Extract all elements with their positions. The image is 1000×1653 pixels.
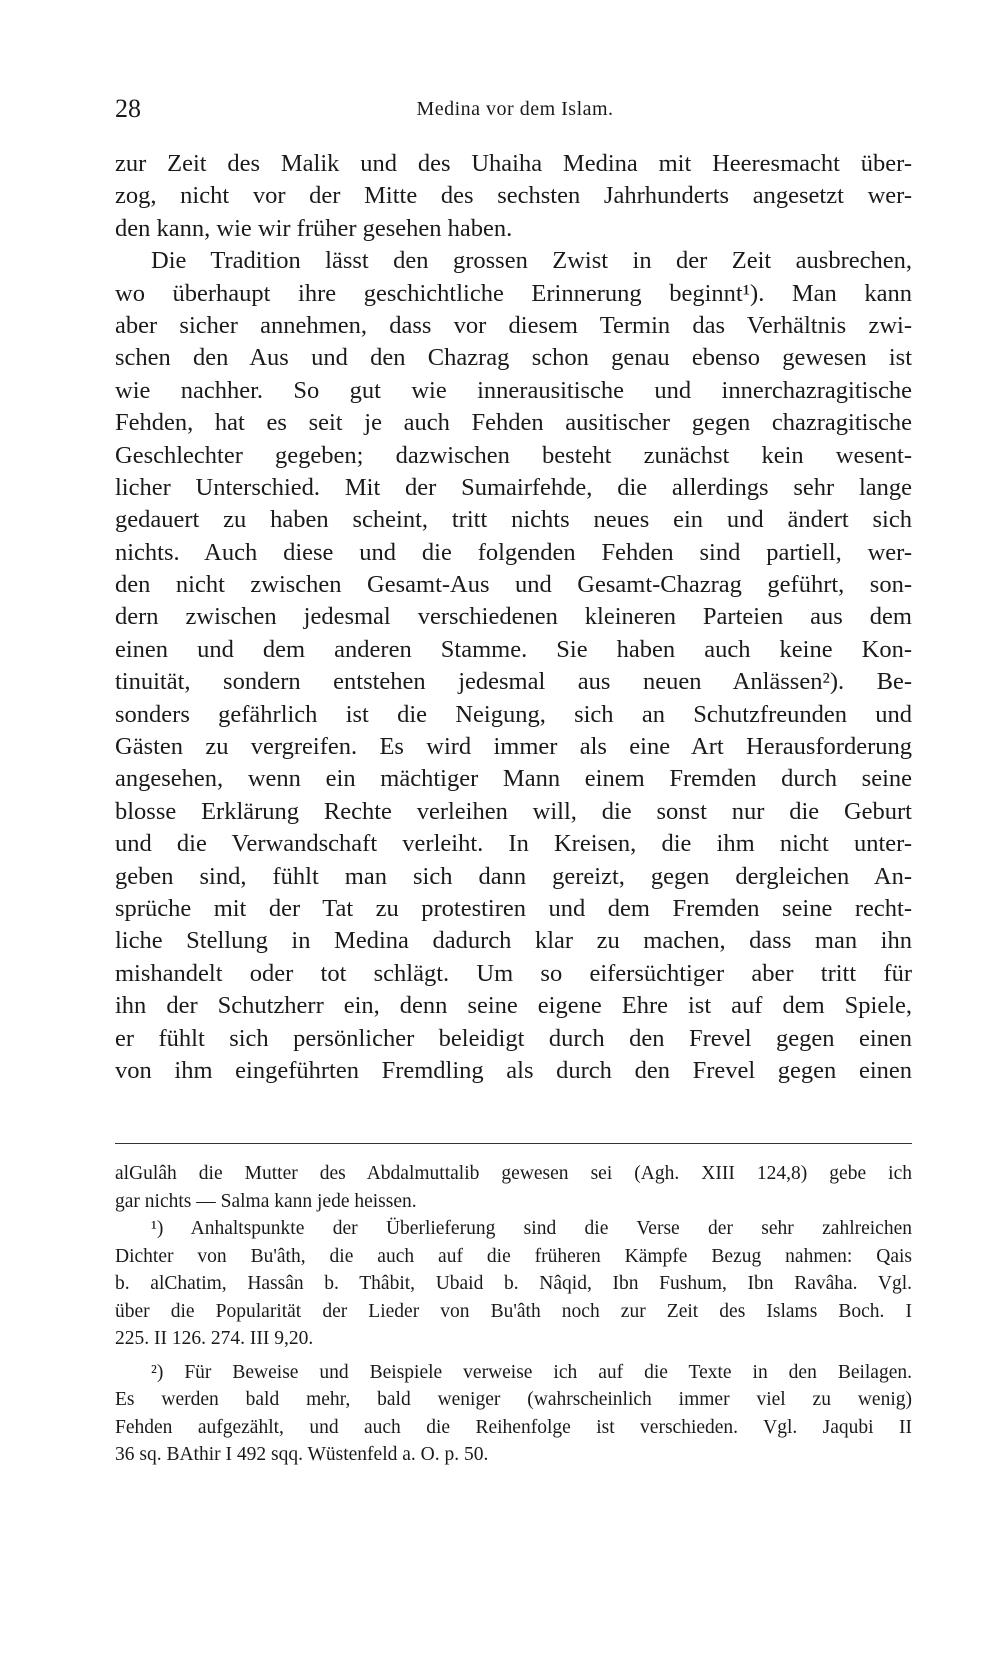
text-line: schen den Aus und den Chazrag schon genau ebenso gewesen ist xyxy=(115,344,912,372)
text-line: Gästen zu vergreifen. Es wird immer als eine Art Herausforderung xyxy=(115,733,912,761)
footnote-line: alGulâh die Mutter des Abdalmuttalib gewesen sei (Agh. XIII 124,8) gebe ich xyxy=(115,1163,912,1184)
text-line: Die Tradition lässt den grossen Zwist in der Zeit ausbrechen, xyxy=(151,247,912,275)
footnote-1-line: b. alChatim, Hassân b. Thâbit, Ubaid b. Nâqid, Ibn Fushum, Ibn Ravâha. Vgl. xyxy=(115,1273,912,1294)
text-line: aber sicher annehmen, dass vor diesem Termin das Verhältnis zwi- xyxy=(115,311,912,339)
text-line: Geschlechter gegeben; dazwischen besteht zunächst kein wesent- xyxy=(115,441,912,469)
main-text xyxy=(115,148,912,1087)
footnote-line: gar nichts — Salma kann jede heissen. xyxy=(115,1190,417,1212)
text-line: licher Unterschied. Mit der Sumairfehde, die allerdings sehr lange xyxy=(115,473,912,501)
text-line: mishandelt oder tot schlägt. Um so eifersüchtiger aber tritt für xyxy=(115,959,912,987)
text-line: einen und dem anderen Stamme. Sie haben auch keine Kon- xyxy=(115,635,912,663)
text-line: gedauert zu haben scheint, tritt nichts neues ein und ändert sich xyxy=(115,506,912,534)
text-line: sprüche mit der Tat zu protestiren und dem Fremden seine recht- xyxy=(115,894,912,922)
text-line: nichts. Auch diese und die folgenden Fehden sind partiell, wer- xyxy=(115,538,912,566)
text-line: zur Zeit des Malik und des Uhaiha Medina mit Heeresmacht über- xyxy=(115,150,912,177)
text-line: tinuität, sondern entstehen jedesmal aus neuen Anlässen²). Be- xyxy=(115,668,912,696)
text-line: er fühlt sich persönlicher beleidigt durch den Frevel gegen einen xyxy=(115,1024,912,1052)
footnote-2-line: Es werden bald mehr, bald weniger (wahrscheinlich immer viel zu wenig) xyxy=(115,1389,912,1410)
text-line: angesehen, wenn ein mächtiger Mann einem Fremden durch seine xyxy=(115,765,912,793)
page-header xyxy=(115,94,915,128)
footnote-2-line: ²) Für Beweise und Beispiele verweise ich auf die Texte in den Beilagen. xyxy=(151,1361,912,1383)
text-line: den kann, wie wir früher gesehen haben. xyxy=(115,214,513,242)
text-line: von ihm eingeführten Fremdling als durch den Frevel gegen einen xyxy=(115,1056,912,1084)
footnote-2-line: Fehden aufgezählt, und auch die Reihenfolge ist verschieden. Vgl. Jaqubi II xyxy=(115,1416,912,1438)
text-line: Fehden, hat es seit je auch Fehden ausitischer gegen chazragitische xyxy=(115,409,912,437)
footnote-1-line: Dichter von Bu'âth, die auch auf die früheren Kämpfe Bezug nahmen: Qais xyxy=(115,1245,912,1267)
text-line: den nicht zwischen Gesamt-Aus und Gesamt-Chazrag geführt, son- xyxy=(115,571,912,599)
text-line: ihn der Schutzherr ein, denn seine eigene Ehre ist auf dem Spiele, xyxy=(115,992,912,1020)
running-head: Medina vor dem Islam. xyxy=(416,98,614,120)
text-line: wo überhaupt ihre geschichtliche Erinnerung beginnt¹). Man kann xyxy=(115,279,912,307)
footnote-divider xyxy=(115,1143,912,1144)
text-line: geben sind, fühlt man sich dann gereizt, gegen dergleichen An- xyxy=(115,862,912,890)
footnote-1-line: ¹) Anhaltspunkte der Überlieferung sind die Verse der sehr zahlreichen xyxy=(151,1218,912,1239)
footnotes xyxy=(115,1160,912,1469)
text-line: wie nachher. So gut wie innerausitische und innerchazragitische xyxy=(115,376,912,404)
text-line: blosse Erklärung Rechte verleihen will, die sonst nur die Geburt xyxy=(115,797,912,825)
text-line: zog, nicht vor der Mitte des sechsten Jahrhunderts angesetzt wer- xyxy=(115,182,912,210)
text-line: liche Stellung in Medina dadurch klar zu machen, dass man ihn xyxy=(115,927,912,955)
text-line: und die Verwandschaft verleiht. In Kreisen, die ihm nicht unter- xyxy=(115,830,912,858)
text-line: dern zwischen jedesmal verschiedenen kleineren Parteien aus dem xyxy=(115,603,912,631)
footnote-2-line: 36 sq. BAthir I 492 sqq. Wüstenfeld a. O. p. 50. xyxy=(115,1444,489,1465)
text-line: sonders gefährlich ist die Neigung, sich an Schutzfreunden und xyxy=(115,700,912,728)
footnote-1-line: über die Popularität der Lieder von Bu'âth noch zur Zeit des Islams Boch. I xyxy=(115,1300,912,1322)
page-number: 28 xyxy=(115,94,141,123)
footnote-1-line: 225. II 126. 274. III 9,20. xyxy=(115,1328,314,1349)
